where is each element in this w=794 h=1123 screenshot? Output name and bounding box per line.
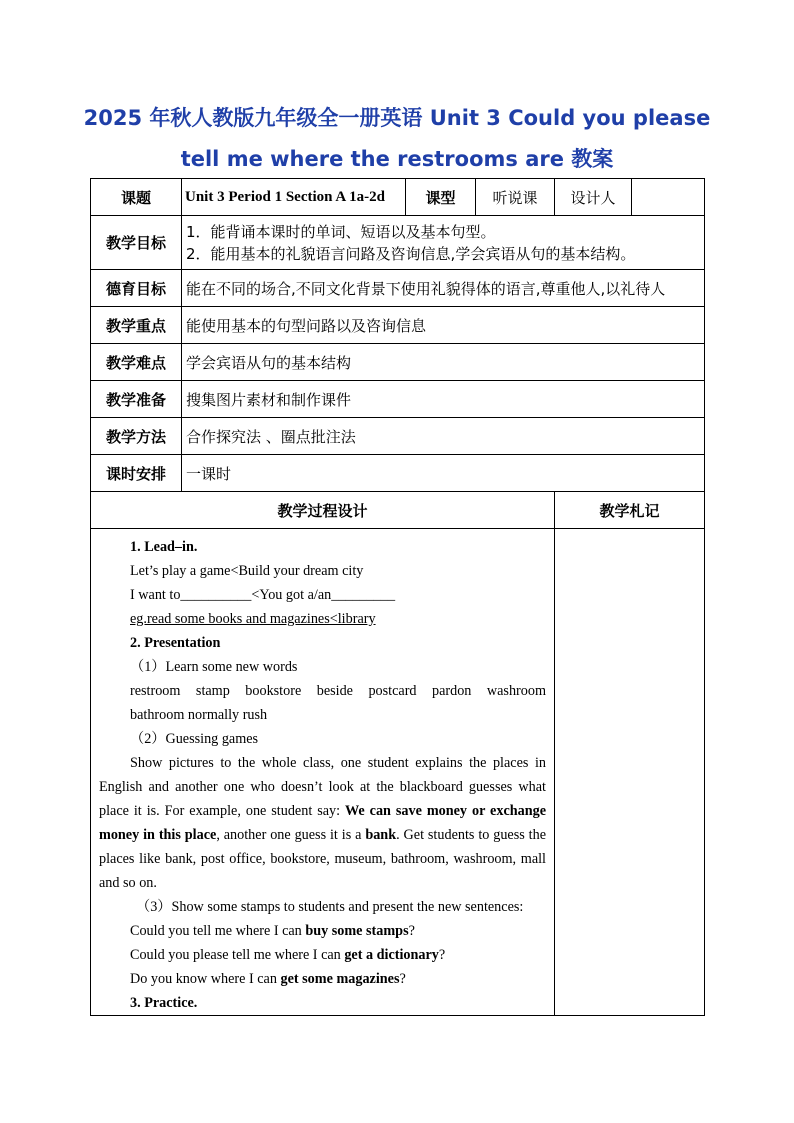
row-preparation xyxy=(91,381,705,418)
question-bold: get a dictionary xyxy=(344,947,439,963)
question-text: Could you tell me where I can xyxy=(130,923,306,939)
row-teaching-goals xyxy=(91,216,705,270)
question-2 xyxy=(99,943,546,967)
words-line-1: restroom stamp bookstore beside postcard pardon washroom xyxy=(130,683,546,699)
topic-label: 课题 xyxy=(91,179,182,216)
process-header-row xyxy=(91,492,705,529)
lesson-type-value: 听说课 xyxy=(476,179,555,216)
row-label: 教学重点 xyxy=(91,307,182,344)
goal-line-1: 1．能背诵本课时的单词、短语以及基本句型。 xyxy=(186,222,496,241)
example-line: eg.read some books and magazines<library xyxy=(130,611,376,627)
lead-in-heading: 1. Lead–in. xyxy=(130,539,198,555)
paragraph-text: , another one guess it is a xyxy=(216,827,366,843)
row-methods xyxy=(91,418,705,455)
paragraph-bold-word: bank xyxy=(365,827,397,843)
paragraph-text: . Get students to guess the places like bank, post office, bookstore, museum, bathroom, washroom, mall and so on. xyxy=(99,827,546,891)
question-text: Could you please tell me where I can xyxy=(130,947,345,963)
row-value: 学会宾语从句的基本结构 xyxy=(182,344,705,381)
goal-line-2: 2．能用基本的礼貌语言问路及咨询信息,学会宾语从句的基本结构。 xyxy=(186,244,636,263)
row-label: 课时安排 xyxy=(91,455,182,492)
process-content xyxy=(91,529,555,1016)
game-line: Let’s play a game<Build your dream city xyxy=(130,563,364,579)
row-value: 搜集图片素材和制作课件 xyxy=(182,381,705,418)
lesson-type-label: 课型 xyxy=(406,179,476,216)
want-line: I want to__________<You got a/an_________ xyxy=(130,587,396,603)
paragraph-text: Show pictures to the whole class, one student explains the places in English and another one who doesn’t look at the blackboard guesses what place it is. For example, one student say: xyxy=(99,755,546,819)
row-value xyxy=(182,216,705,270)
document-title-line-1: 2025 年秋人教版九年级全一册英语 Unit 3 Could you please xyxy=(83,106,711,130)
words-line-2: bathroom normally rush xyxy=(130,707,268,723)
row-label: 教学目标 xyxy=(91,216,182,270)
teaching-notes-cell xyxy=(555,529,705,1016)
row-label: 德育目标 xyxy=(91,270,182,307)
question-bold: get some magazines xyxy=(280,971,400,987)
row-label: 教学难点 xyxy=(91,344,182,381)
presentation-heading: 2. Presentation xyxy=(130,635,221,651)
question-mark: ? xyxy=(438,947,446,963)
step-2-label: （2）Guessing games xyxy=(130,731,259,747)
lesson-plan-table xyxy=(90,178,705,1016)
guessing-game-paragraph xyxy=(99,751,546,895)
step-3-label: （3）Show some stamps to students and present the new sentences: xyxy=(136,899,524,915)
row-schedule xyxy=(91,455,705,492)
row-label: 教学准备 xyxy=(91,381,182,418)
row-key-points xyxy=(91,307,705,344)
process-content-row xyxy=(91,529,705,1016)
row-value: 能使用基本的句型问路以及咨询信息 xyxy=(182,307,705,344)
document-title-line-2: tell me where the restrooms are 教案 xyxy=(180,147,614,171)
practice-heading: 3. Practice. xyxy=(130,995,198,1011)
teaching-notes-header: 教学札记 xyxy=(555,492,705,529)
step-1-label: （1）Learn some new words xyxy=(130,659,298,675)
row-label: 教学方法 xyxy=(91,418,182,455)
designer-label: 设计人 xyxy=(555,179,632,216)
question-mark: ? xyxy=(408,923,415,939)
question-bold: buy some stamps xyxy=(305,923,409,939)
question-3 xyxy=(99,967,546,991)
topic-row xyxy=(91,179,705,216)
question-mark: ? xyxy=(399,971,406,987)
row-value: 一课时 xyxy=(182,455,705,492)
designer-value xyxy=(632,179,705,216)
process-design-header: 教学过程设计 xyxy=(91,492,555,529)
row-moral-goals xyxy=(91,270,705,307)
topic-value: Unit 3 Period 1 Section A 1a-2d xyxy=(182,179,406,216)
question-1 xyxy=(99,919,546,943)
question-text: Do you know where I can xyxy=(130,971,281,987)
row-difficulties xyxy=(91,344,705,381)
row-value: 能在不同的场合,不同文化背景下使用礼貌得体的语言,尊重他人,以礼待人 xyxy=(182,270,705,307)
row-value: 合作探究法 、圈点批注法 xyxy=(182,418,705,455)
paragraph-bold-phrase: We can save money or exchange money in this place xyxy=(99,803,547,843)
